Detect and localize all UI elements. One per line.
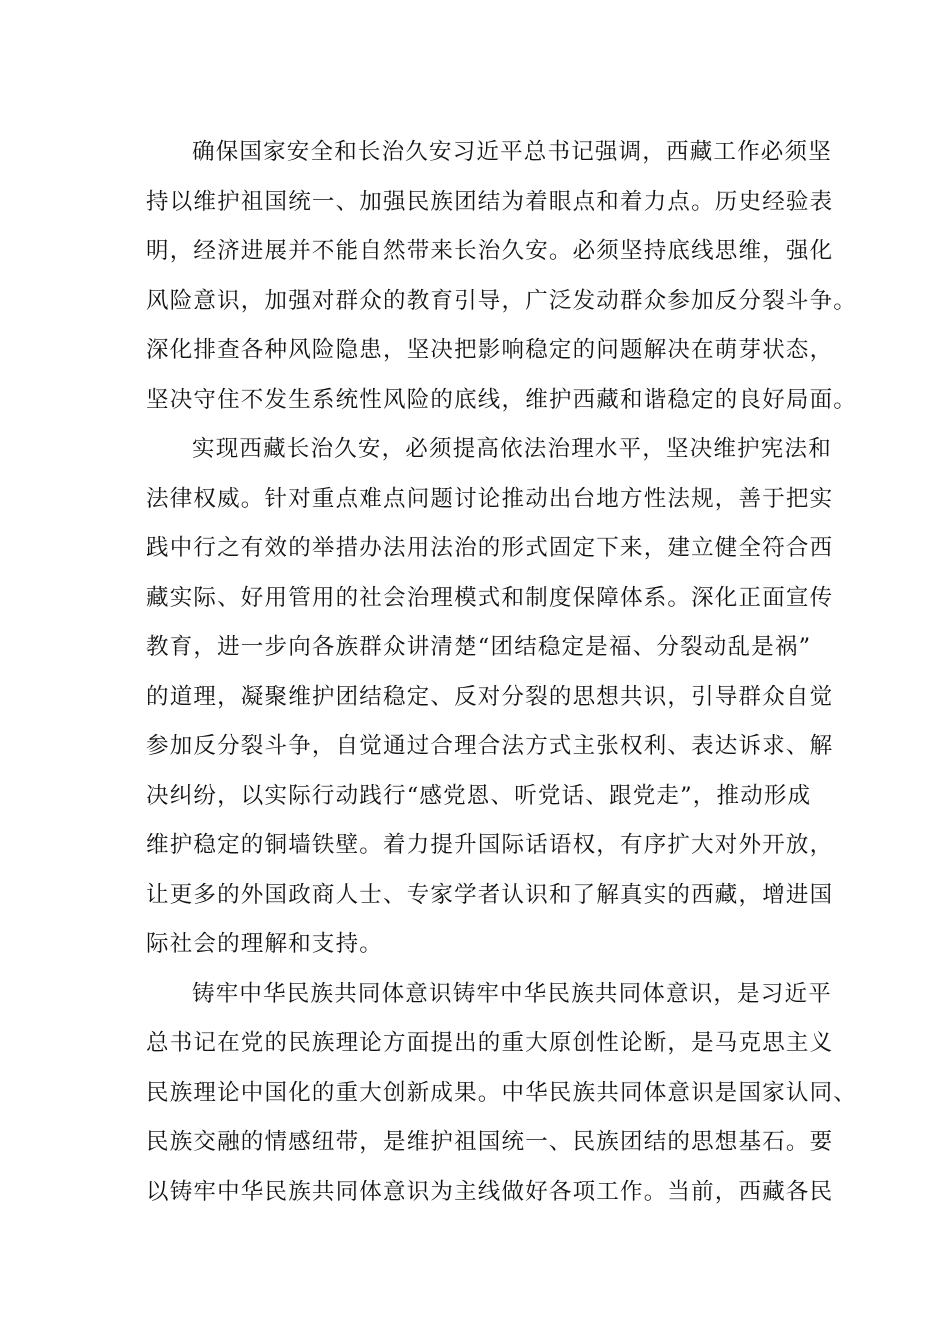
text-line: 民族理论中国化的重大创新成果。中华民族共同体意识是国家认同、 [146, 1079, 858, 1106]
paragraph-rule-of-law [146, 425, 834, 970]
text-line: 教育，进一步向各族群众讲清楚“团结稳定是福、分裂动乱是祸” [146, 634, 812, 660]
text-line: 确保国家安全和长治久安习近平总书记强调，西藏工作必须坚 [192, 139, 832, 165]
text-line: 坚决守住不发生系统性风险的底线，维护西藏和谐稳定的良好局面。 [146, 386, 858, 413]
text-line: 维护稳定的铜墙铁壁。着力提升国际话语权，有序扩大对外开放， [146, 832, 834, 858]
text-line: 风险意识，加强对群众的教育引导，广泛发动群众参加反分裂斗争。 [146, 287, 858, 314]
text-line: 以铸牢中华民族共同体意识为主线做好各项工作。当前，西藏各民 [146, 1178, 834, 1205]
paragraph-national-community [146, 970, 858, 1218]
text-line: 明，经济进展并不能自然带来长治久安。必须坚持底线思维，强化 [146, 238, 834, 264]
text-line: 总书记在党的民族理论方面提出的重大原创性论断，是马克思主义 [146, 1030, 834, 1056]
text-line: 藏实际、好用管用的社会治理模式和制度保障体系。深化正面宣传 [146, 584, 834, 611]
text-line: 参加反分裂斗争，自觉通过合理合法方式主张权利、表达诉求、解 [146, 733, 834, 759]
text-line: 法律权威。针对重点难点问题讨论推动出台地方性法规，善于把实 [146, 485, 834, 512]
text-line: 铸牢中华民族共同体意识铸牢中华民族共同体意识，是习近平 [192, 980, 832, 1007]
text-line: 际社会的理解和支持。 [146, 931, 384, 957]
text-line: 深化排查各种风险隐患，坚决把影响稳定的问题解决在萌芽状态， [146, 337, 834, 363]
document-body [146, 128, 858, 1217]
text-line: 决纠纷，以实际行动践行“感党恩、听党话、跟党走”，推动形成 [146, 782, 812, 809]
paragraph-national-security [146, 128, 858, 425]
text-line: 民族交融的情感纽带，是维护祖国统一、民族团结的思想基石。要 [146, 1129, 834, 1155]
text-line: 实现西藏长治久安，必须提高依法治理水平，坚决维护宪法和 [192, 436, 832, 462]
text-line: 持以维护祖国统一、加强民族团结为着眼点和着力点。历史经验表 [146, 188, 834, 215]
text-line: 践中行之有效的举措办法用法治的形式固定下来，建立健全符合西 [146, 535, 834, 561]
text-line: 让更多的外国政商人士、专家学者认识和了解真实的西藏，增进国 [146, 881, 834, 908]
text-line: 的道理，凝聚维护团结稳定、反对分裂的思想共识，引导群众自觉 [146, 683, 834, 710]
